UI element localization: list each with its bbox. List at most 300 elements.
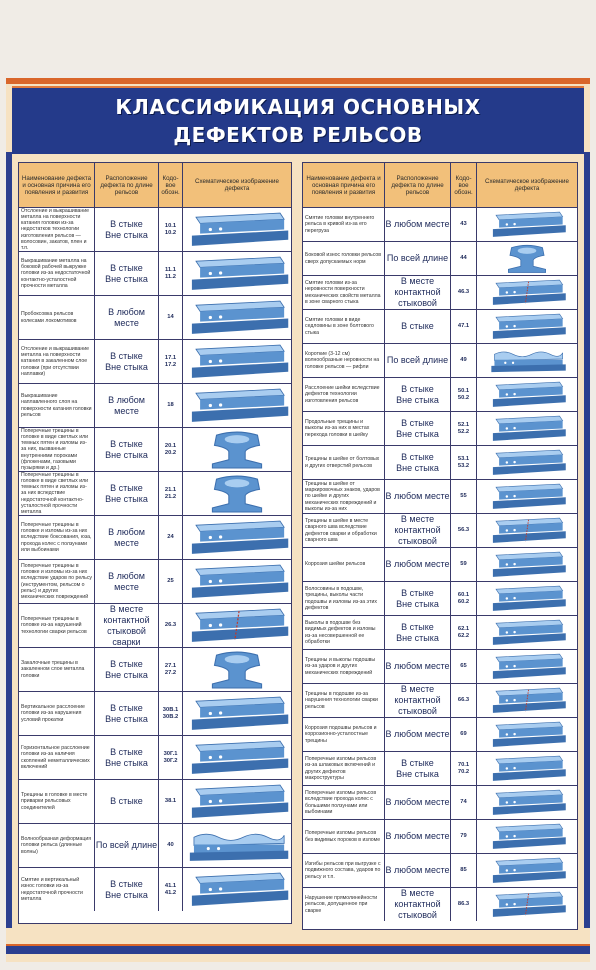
defect-location-text: В стыке Вне стыка (396, 417, 439, 439)
table-row (303, 446, 577, 480)
defect-code-text: 70.1 70.2 (457, 761, 470, 775)
defect-name-text: Смятие головки из-за неровности поверхности механических свойств металла в зоне сварного стыка (305, 280, 381, 305)
defect-name (303, 752, 385, 785)
defect-name (303, 378, 385, 411)
defect-name-text: Выкрашивание металла на боковой рабочей выкружке головки из-за недостаточной контактно-усталостной прочности металла (21, 257, 91, 289)
defect-code-text: 17.1 17.2 (164, 354, 177, 368)
rail-side-icon (477, 820, 577, 853)
defect-code (159, 296, 183, 339)
rail-side-icon (183, 208, 291, 251)
title-line-1: КЛАССИФИКАЦИЯ ОСНОВНЫХ (115, 95, 481, 119)
defect-name-text: Изгибы рельсов при выгрузке с подвижного состава, ударов по рельсу и т.п. (305, 861, 381, 880)
defect-name (19, 516, 95, 559)
page-title (12, 93, 584, 149)
defect-name-text: Смятие головки внутреннего рельса в кривой из-за его перегруза (305, 215, 375, 234)
rail-side-icon (183, 780, 291, 823)
defect-name-text: Коррозия подошвы рельсов и коррозионно-усталостные трещины (305, 725, 377, 744)
defect-code-text: 10.1 10.2 (164, 222, 177, 236)
defect-name (19, 472, 95, 515)
rail-side-icon (477, 854, 577, 887)
defect-location (385, 480, 451, 513)
rail-side-icon (477, 650, 577, 683)
defect-name-text: Нарушение прямолинейности рельсов, допущенное при сварке (305, 895, 378, 914)
defect-name (19, 252, 95, 295)
defect-code-text: 40 (167, 842, 174, 848)
defect-location-text: В любом месте (385, 831, 450, 841)
defect-code (451, 752, 477, 785)
defect-location-text: В стыке Вне стыка (105, 658, 148, 680)
defect-name (303, 242, 385, 275)
defect-location-text: В месте контактной стыковой (394, 684, 441, 716)
defect-name-text: Расслоение шейки вследствие дефектов технологии изготовления рельсов (305, 385, 380, 404)
defect-code-text: 11.1 11.2 (165, 266, 176, 280)
rail-weld-icon (477, 514, 577, 547)
table-row (19, 780, 291, 824)
header-location: Расположение дефекта по длине рельсов (95, 163, 159, 207)
defect-name (19, 824, 95, 867)
header-image: Схематическое изображение дефекта (195, 178, 279, 192)
defect-code-text: 44 (460, 255, 467, 261)
defect-name-text: Отслоение и выкрашивание металла на поверхности катания в закаленном слое головки (при отсутствии наплавки) (21, 345, 90, 377)
defect-code-text: 49 (460, 357, 467, 363)
defect-name-text: Короткие (3-12 см) волнообразные неровности на головке рельсов — рифли (305, 351, 380, 370)
defect-name-text: Трещины в шейке от болтовых и других отверстий рельсов (305, 456, 380, 469)
poster-bottom-stripe (6, 944, 590, 954)
defect-code (159, 648, 183, 691)
defect-code (451, 276, 477, 309)
defect-location-text: В стыке Вне стыка (105, 482, 148, 504)
defect-code-text: 30В.1 30В.2 (162, 706, 179, 720)
rail-side-icon (183, 692, 291, 735)
defect-name-text: Поперечные изломы рельсов без видимых пороков в изломе (305, 830, 381, 843)
left-defect-table (18, 162, 292, 924)
defect-location (385, 344, 451, 377)
defect-name-text: Поперечные трещины в головке и изломы из-за них вследствие боксования, юза, прохода колес с ползунами или выбоинами (21, 521, 92, 553)
defect-name (303, 208, 385, 241)
rail-section-icon (183, 472, 291, 515)
table-row (19, 428, 291, 472)
defect-location (385, 514, 451, 547)
defect-location (385, 310, 451, 343)
table-row (19, 692, 291, 736)
table-row (19, 648, 291, 692)
defect-name (19, 560, 95, 603)
rail-side-icon (183, 516, 291, 559)
defect-name-text: Поперечные изломы рельсов из-за шлаковых включений и других дефектов макроструктуры (305, 756, 377, 781)
defect-name (303, 616, 385, 649)
defect-location (385, 412, 451, 445)
defect-location-text: По всей длине (386, 253, 449, 263)
defect-name (19, 692, 95, 735)
left-table-body (19, 208, 291, 911)
defect-name-text: Поперечные изломы рельсов вследствие прохода колес с большими ползунами или выбоинами (305, 790, 377, 815)
defect-name (303, 888, 385, 921)
defect-location (385, 752, 451, 785)
defect-location-text: В месте контактной стыковой (394, 276, 441, 308)
defect-code-text: 24 (167, 534, 174, 540)
defect-code (451, 684, 477, 717)
defect-location (385, 548, 451, 581)
table-header (303, 163, 577, 208)
defect-location (95, 384, 159, 427)
defect-name-text: Поперечные трещины в головке из-за нарушений технологии сварки рельсов (21, 616, 87, 635)
defect-location-text: В стыке (110, 796, 143, 806)
defect-name (19, 780, 95, 823)
defect-name (303, 820, 385, 853)
defect-name-text: Выкрашивание наплавленного слоя на поверхности катания головки рельсов (21, 393, 92, 418)
defect-name (303, 548, 385, 581)
defect-code-text: 38.1 (164, 798, 177, 804)
rail-side-icon (183, 296, 291, 339)
defect-code-text: 14 (167, 314, 174, 320)
table-header (19, 163, 291, 208)
defect-location-text: В месте контактной стыковой сварки (103, 604, 150, 647)
defect-code (451, 820, 477, 853)
defect-location (385, 650, 451, 683)
rail-side-icon (477, 582, 577, 615)
defect-location (95, 296, 159, 339)
defect-code (451, 718, 477, 751)
rail-side-icon (183, 868, 291, 911)
defect-location (385, 888, 451, 921)
defect-location-text: В стыке Вне стыка (396, 757, 439, 779)
defect-code (159, 736, 183, 779)
poster-top-stripe (6, 78, 590, 84)
defect-code (451, 548, 477, 581)
defect-name-text: Боковой износ головки рельсов сверх допускаемых норм (305, 252, 381, 265)
defect-name-text: Поперечные трещины в головке в виде светлых или темных пятен и изломы из-за них, вызванные внутренними пороками (флокенами, газовыми пузырями и др.) (21, 428, 89, 471)
defect-name (303, 446, 385, 479)
defect-code (451, 412, 477, 445)
rail-side-icon (477, 786, 577, 819)
defect-code-text: 50.1 50.2 (457, 387, 470, 401)
table-row (303, 344, 577, 378)
defect-location (385, 582, 451, 615)
defect-location (385, 786, 451, 819)
defect-code (451, 310, 477, 343)
defect-code-text: 43 (460, 221, 467, 227)
defect-code (451, 242, 477, 275)
rail-section-icon (183, 428, 291, 471)
defect-location (95, 604, 159, 647)
defect-name-text: Трещины и выколы подошвы из-за ударов и других механических повреждений (305, 657, 376, 676)
defect-location (95, 252, 159, 295)
table-row (303, 514, 577, 548)
defect-code (159, 824, 183, 867)
defect-code-text: 46.3 (457, 289, 470, 295)
table-row (303, 480, 577, 514)
table-row (303, 718, 577, 752)
defect-location (385, 854, 451, 887)
defect-location-text: В стыке Вне стыка (105, 746, 148, 768)
defect-location (385, 718, 451, 751)
rail-side-icon (477, 718, 577, 751)
defect-location (385, 684, 451, 717)
defect-location (385, 208, 451, 241)
defect-name-text: Поперечные трещины в головке в виде светлых или темных пятен и изломы из-за них вследствие недостаточной контактно-усталостной прочности металла (21, 472, 89, 515)
table-row (303, 548, 577, 582)
table-row (303, 650, 577, 684)
defect-location-text: В стыке (401, 321, 434, 331)
table-row (303, 752, 577, 786)
defect-location (385, 616, 451, 649)
defect-code-text: 59 (460, 561, 467, 567)
table-row (19, 252, 291, 296)
defect-code-text: 47.1 (457, 323, 470, 329)
defect-code (451, 378, 477, 411)
defect-name-text: Пробоксовка рельсов колесами локомотивов (21, 311, 77, 324)
defect-location (95, 340, 159, 383)
defect-location-text: В стыке Вне стыка (396, 621, 439, 643)
defect-location-text: В стыке Вне стыка (396, 383, 439, 405)
defect-code (451, 786, 477, 819)
defect-code (159, 340, 183, 383)
defect-code-text: 21.1 21.2 (164, 486, 177, 500)
defect-code-text: 26.3 (164, 622, 177, 628)
defect-location-text: В любом месте (385, 491, 450, 501)
rail-weld-icon (477, 684, 577, 717)
defect-code-text: 30Г.1 30Г.2 (163, 750, 178, 764)
defect-location-text: В любом месте (108, 570, 145, 592)
defect-location-text: В любом месте (385, 729, 450, 739)
defect-location-text: По всей длине (95, 840, 158, 850)
defect-location-text: По всей длине (386, 355, 449, 365)
defect-code (451, 582, 477, 615)
defect-location (385, 820, 451, 853)
defect-location-text: В любом месте (108, 306, 145, 328)
table-row (19, 296, 291, 340)
defect-location-text: В любом месте (385, 865, 450, 875)
defect-location-text: В любом месте (385, 219, 450, 229)
defect-code (451, 344, 477, 377)
rail-side-icon (477, 208, 577, 241)
defect-code (451, 480, 477, 513)
defect-name-text: Закалочные трещины в закаленном слое металла головки (21, 660, 85, 679)
defect-code-text: 85 (460, 867, 467, 873)
defect-name-text: Трещины в шейке в месте сварного шва вследствие дефектов сварки и обработки сварного шва (305, 518, 377, 543)
rail-side-icon (183, 340, 291, 383)
rail-side-icon (183, 560, 291, 603)
defect-name (303, 786, 385, 819)
defect-name-text: Поперечные трещины в головке и изломы из-за них вследствие ударов по рельсу (инструментом, рельсом о рельс) и других механических повреждений (21, 562, 93, 600)
rail-weld-icon (183, 604, 291, 647)
table-row (19, 472, 291, 516)
defect-name (303, 684, 385, 717)
defect-location (385, 446, 451, 479)
defect-code-text: 86.3 (457, 901, 470, 907)
defect-location (95, 736, 159, 779)
table-row (303, 310, 577, 344)
defect-name (19, 648, 95, 691)
defect-name (303, 276, 385, 309)
defect-location (385, 276, 451, 309)
header-code: Кодо-вое обозн. (159, 163, 183, 207)
defect-location (95, 208, 159, 251)
defect-name (303, 718, 385, 751)
rail-side-icon (183, 736, 291, 779)
rail-side-icon (477, 480, 577, 513)
defect-code (159, 252, 183, 295)
defect-code (159, 384, 183, 427)
defect-name-text: Волосовины в подошве, трещины, выколы части подошвы и изломы из-за этих дефектов (305, 586, 377, 611)
left-sidebar-stripe (6, 152, 12, 928)
defect-code (159, 604, 183, 647)
right-table-body (303, 208, 577, 921)
rail-weld-icon (477, 888, 577, 921)
defect-code-text: 69 (460, 731, 467, 737)
defect-name (303, 480, 385, 513)
defect-name (19, 868, 95, 911)
defect-code (159, 560, 183, 603)
defect-name-text: Трещины в головке в месте приварки рельсовых соединителей (21, 792, 88, 811)
defect-name (303, 344, 385, 377)
table-row (19, 604, 291, 648)
rail-weld-icon (477, 276, 577, 309)
header-image: Схематическое изображение дефекта (485, 178, 569, 192)
defect-code (159, 868, 183, 911)
rail-side-icon (477, 548, 577, 581)
table-row (19, 340, 291, 384)
defect-location-text: В стыке Вне стыка (105, 262, 148, 284)
defect-location-text: В стыке Вне стыка (105, 350, 148, 372)
rail-side-icon (183, 384, 291, 427)
defect-location-text: В любом месте (108, 394, 145, 416)
defect-name-text: Горизонтальное расслоение головки из-за наличия скоплений неметаллических включений (21, 745, 90, 770)
defect-location (95, 824, 159, 867)
defect-code-text: 41.1 41.2 (164, 882, 177, 896)
rail-side-icon (477, 616, 577, 649)
table-row (303, 276, 577, 310)
defect-name (19, 208, 95, 251)
defect-code (159, 208, 183, 251)
defect-name-text: Волнообразная деформация головки рельса (длинные волны) (21, 836, 92, 855)
defect-code (451, 888, 477, 921)
defect-location (95, 692, 159, 735)
header-code: Кодо-вое обозн. (451, 163, 477, 207)
defect-code (159, 516, 183, 559)
table-row (19, 736, 291, 780)
defect-location-text: В месте контактной стыковой (394, 888, 441, 920)
defect-location (95, 428, 159, 471)
defect-name (19, 340, 95, 383)
defect-name (303, 582, 385, 615)
rail-section-icon (477, 242, 577, 275)
defect-code (451, 208, 477, 241)
defect-code-text: 25 (167, 578, 174, 584)
defect-location (385, 378, 451, 411)
defect-name-text: Отслоение и выкрашивание металла на поверхности катания головки из-за недостатков технологии изготовления рельсов — волосовин, закатов, плен и т.п. (21, 208, 90, 251)
defect-name-text: Смятие головки в виде седловины в зоне болтового стыка (305, 317, 374, 336)
defect-location-text: В стыке Вне стыка (105, 438, 148, 460)
defect-name-text: Трещины в шейке от маркировочных знаков, ударов по шейке и других механических повреждений и выколы из-за них (305, 480, 380, 512)
defect-name (303, 854, 385, 887)
defect-code (451, 854, 477, 887)
defect-name-text: Коррозия шейки рельсов (305, 561, 366, 568)
defect-code-text: 62.1 62.2 (457, 625, 470, 639)
table-row (19, 824, 291, 868)
defect-name (303, 650, 385, 683)
defect-location-text: В стыке Вне стыка (105, 218, 148, 240)
defect-location (95, 780, 159, 823)
defect-location-text: В любом месте (385, 661, 450, 671)
defect-location-text: В любом месте (385, 559, 450, 569)
defect-location (95, 560, 159, 603)
table-row (303, 820, 577, 854)
title-banner (12, 86, 584, 154)
rail-side-icon (183, 252, 291, 295)
table-row (19, 208, 291, 252)
table-row (303, 854, 577, 888)
defect-code (159, 692, 183, 735)
table-row (19, 560, 291, 604)
title-line-2: ДЕФЕКТОВ РЕЛЬСОВ (173, 123, 423, 147)
defect-name-text: Продольные трещины и выколы из-за них в местах перехода головки в шейку (305, 419, 370, 438)
defect-code-text: 55 (460, 493, 467, 499)
defect-name (303, 412, 385, 445)
header-name: Наименование дефекта и основная причина его появления и развития (19, 163, 95, 207)
header-location: Расположение дефекта по длине рельсов (385, 163, 451, 207)
defect-name (303, 310, 385, 343)
defect-code-text: 27.1 27.2 (164, 662, 177, 676)
defect-code-text: 56.3 (457, 527, 470, 533)
defect-code (451, 446, 477, 479)
rail-side-icon (477, 412, 577, 445)
defect-code-text: 74 (460, 799, 467, 805)
defect-code (159, 428, 183, 471)
defect-name (19, 604, 95, 647)
right-sidebar-stripe (584, 152, 590, 928)
defect-location-text: В стыке Вне стыка (396, 451, 439, 473)
table-row (303, 208, 577, 242)
defect-code-text: 65 (460, 663, 467, 669)
table-row (19, 868, 291, 911)
right-defect-table (302, 162, 578, 930)
table-row (19, 516, 291, 560)
defect-name (19, 428, 95, 471)
table-row (303, 786, 577, 820)
defect-name (303, 514, 385, 547)
defect-code-text: 18 (167, 402, 174, 408)
defect-name (19, 296, 95, 339)
defect-location-text: В любом месте (108, 526, 145, 548)
table-row (303, 412, 577, 446)
defect-code (159, 780, 183, 823)
defect-location-text: В стыке Вне стыка (105, 702, 148, 724)
rail-side-icon (477, 310, 577, 343)
defect-location (95, 648, 159, 691)
defect-location (95, 472, 159, 515)
table-row (19, 384, 291, 428)
rail-wave-icon (477, 344, 577, 377)
defect-code-text: 20.1 20.2 (164, 442, 177, 456)
rail-section-icon (183, 648, 291, 691)
defect-location (95, 516, 159, 559)
table-row (303, 242, 577, 276)
defect-code (451, 514, 477, 547)
defect-name-text: Смятие и вертикальный износ головки из-за недостаточной прочности металла (21, 877, 83, 902)
defect-code (451, 616, 477, 649)
defect-name (19, 384, 95, 427)
defect-location (95, 868, 159, 911)
defect-name-text: Выколы в подошве без видимых дефектов и изломы из-за несовершенной ее обработки (305, 620, 376, 645)
table-row (303, 378, 577, 412)
rail-side-icon (477, 378, 577, 411)
defect-location-text: В стыке Вне стыка (396, 587, 439, 609)
defect-code (159, 472, 183, 515)
defect-name (19, 736, 95, 779)
defect-code-text: 60.1 60.2 (457, 591, 470, 605)
rail-wave-icon (183, 824, 291, 867)
